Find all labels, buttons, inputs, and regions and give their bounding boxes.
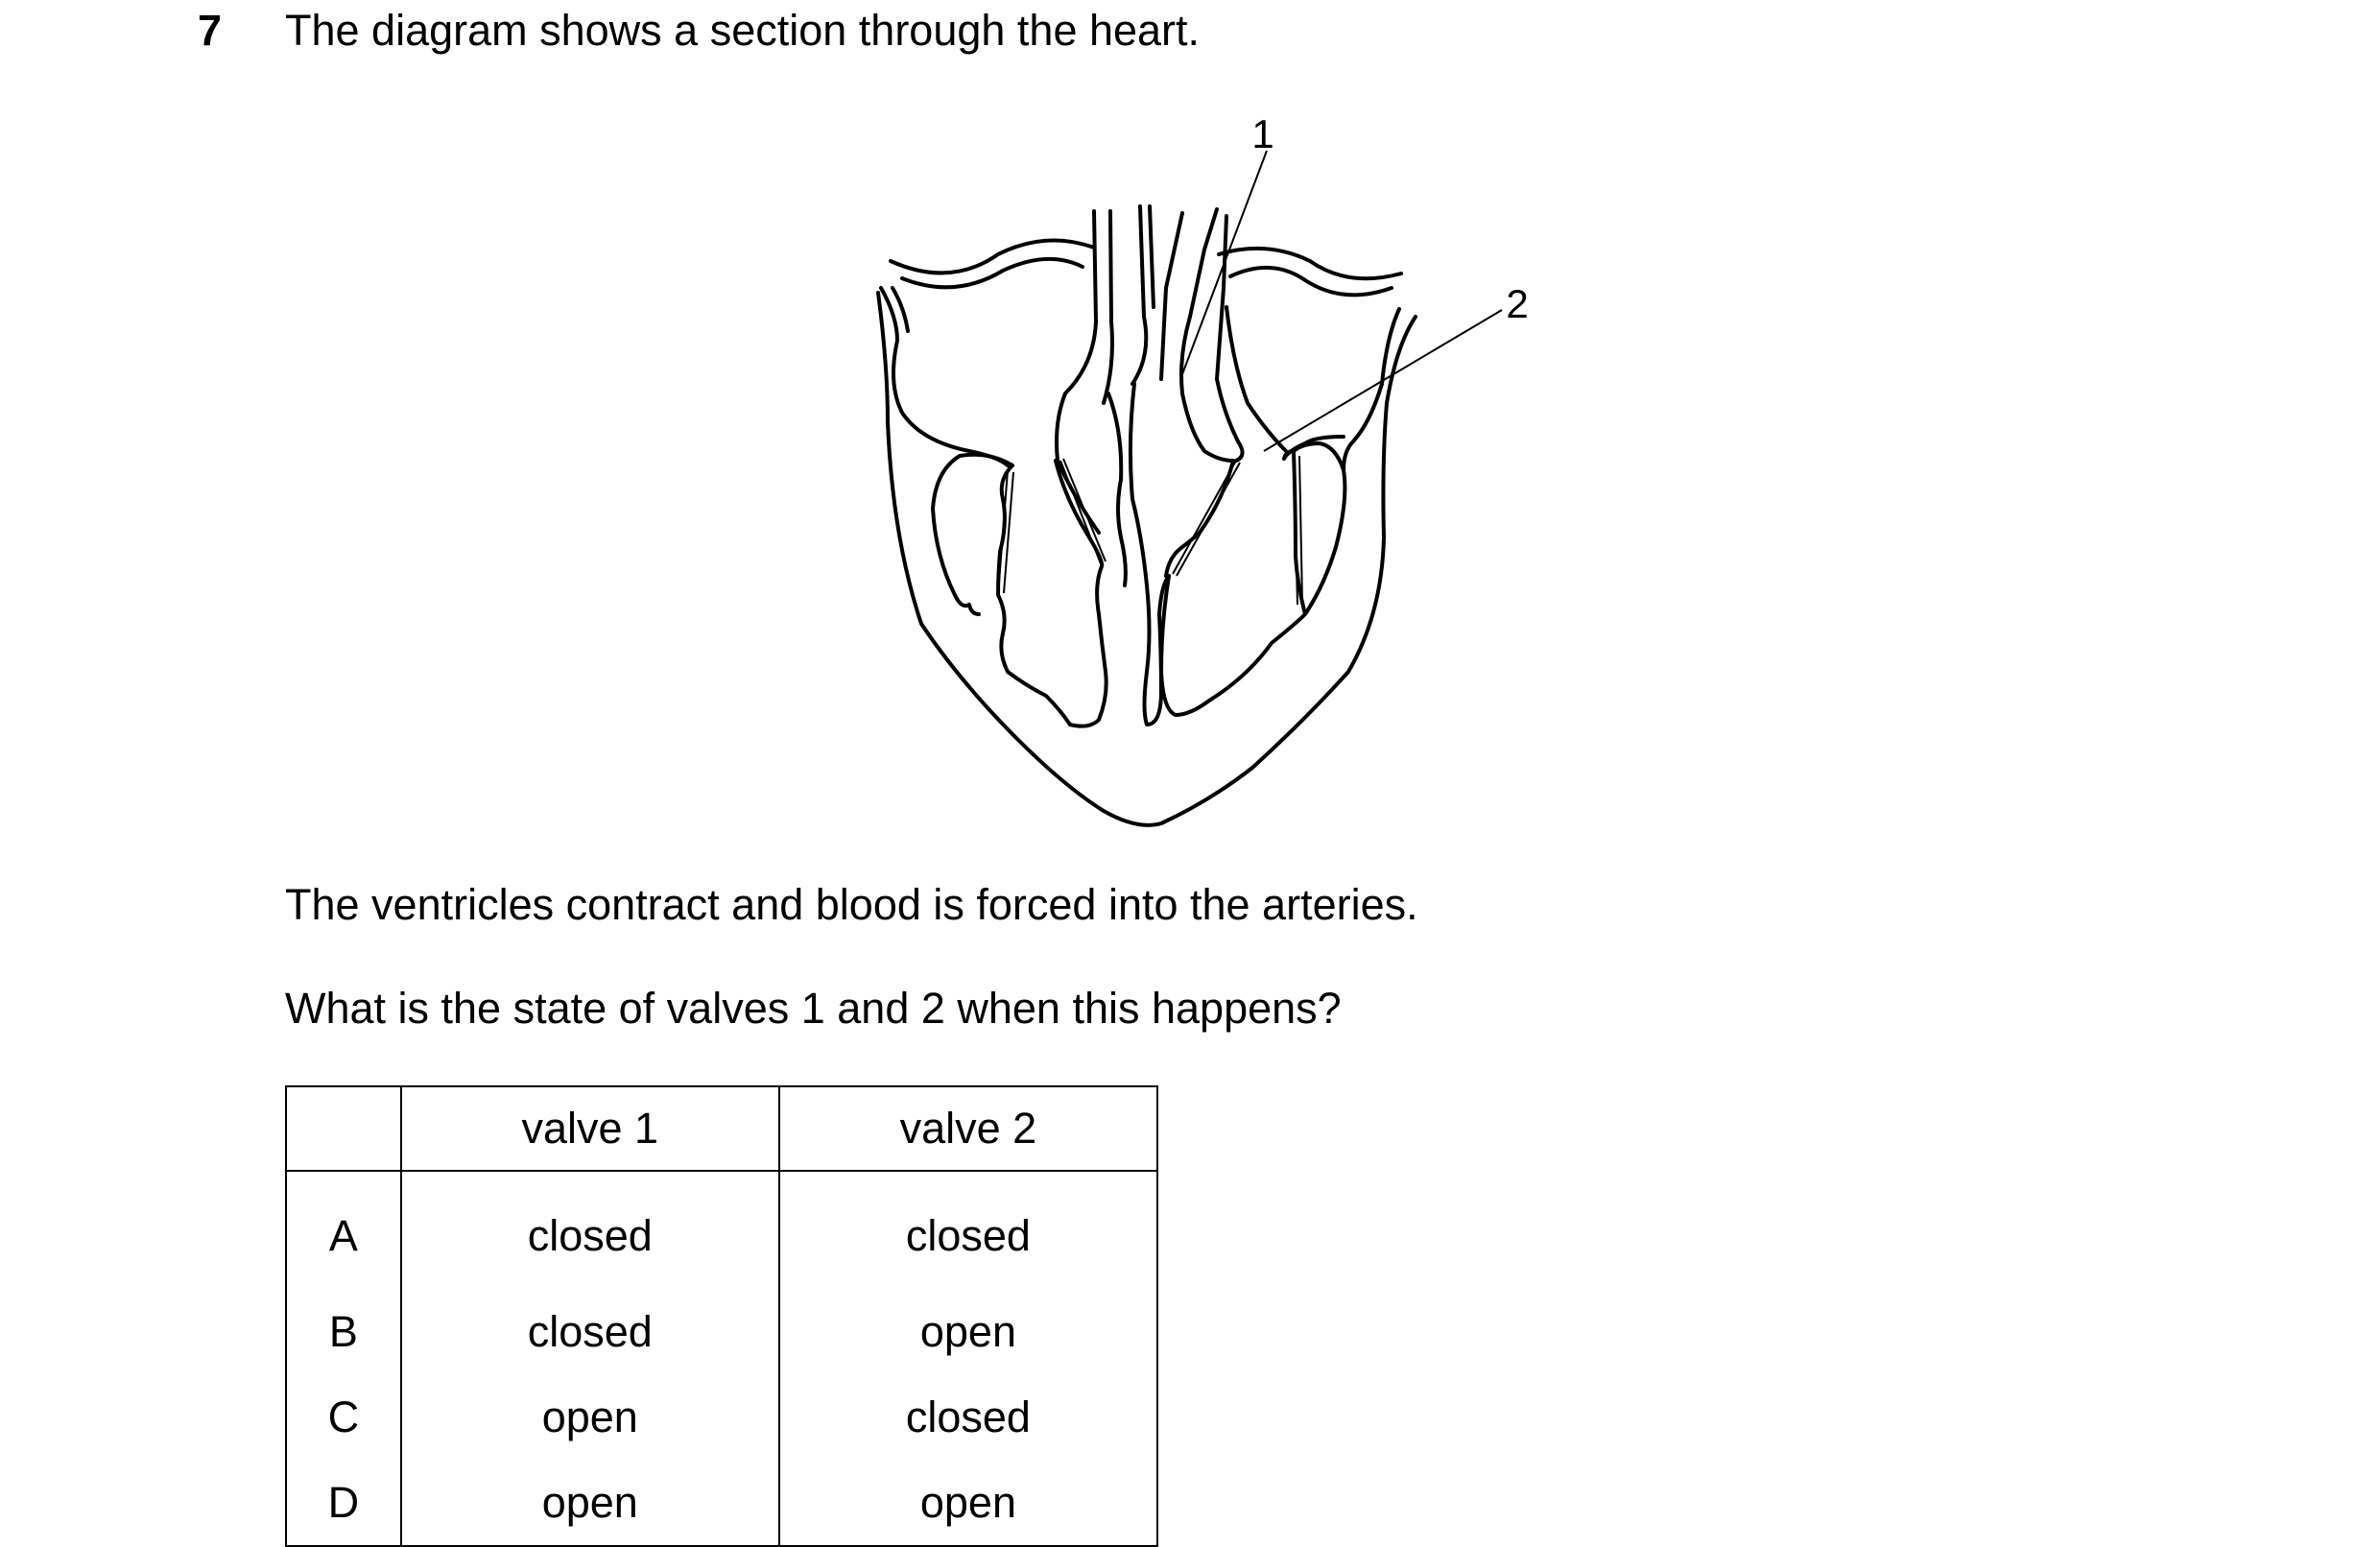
valve-1-state: open bbox=[401, 1374, 779, 1460]
valve-1-state: open bbox=[401, 1460, 779, 1546]
table-row[interactable] bbox=[286, 1171, 1157, 1289]
valve-1-state: closed bbox=[401, 1171, 779, 1289]
question-prompt: What is the state of valves 1 and 2 when this happens? bbox=[285, 984, 1342, 1033]
option-letter[interactable]: B bbox=[286, 1289, 401, 1374]
valve-1-leader bbox=[1182, 151, 1267, 374]
question-number: 7 bbox=[198, 6, 223, 55]
valve-2-leader bbox=[1264, 310, 1502, 451]
option-letter[interactable]: A bbox=[286, 1171, 401, 1289]
valve-2-state: open bbox=[779, 1289, 1157, 1374]
option-letter[interactable]: C bbox=[286, 1374, 401, 1460]
table-header-row bbox=[286, 1086, 1157, 1171]
valve-2-state: closed bbox=[779, 1374, 1157, 1460]
label-leaders bbox=[1182, 151, 1502, 451]
heart-outline bbox=[878, 206, 1416, 825]
valve-2-state: closed bbox=[779, 1171, 1157, 1289]
table-header-valve-1: valve 1 bbox=[401, 1086, 779, 1171]
table-row[interactable] bbox=[286, 1289, 1157, 1374]
table-header-blank bbox=[286, 1086, 401, 1171]
question-stem: The diagram shows a section through the heart. bbox=[285, 6, 1201, 55]
table-row[interactable] bbox=[286, 1460, 1157, 1546]
question-statement: The ventricles contract and blood is forced into the arteries. bbox=[285, 880, 1418, 929]
table-header-valve-2: valve 2 bbox=[779, 1086, 1157, 1171]
valve-2-label: 2 bbox=[1506, 281, 1529, 326]
valve-1-label: 1 bbox=[1251, 111, 1274, 156]
option-letter[interactable]: D bbox=[286, 1460, 401, 1546]
valve-2-state: open bbox=[779, 1460, 1157, 1546]
chordae-tendineae bbox=[998, 456, 1302, 605]
valve-1-state: closed bbox=[401, 1289, 779, 1374]
answer-table bbox=[285, 1085, 1158, 1547]
table-row[interactable] bbox=[286, 1374, 1157, 1460]
